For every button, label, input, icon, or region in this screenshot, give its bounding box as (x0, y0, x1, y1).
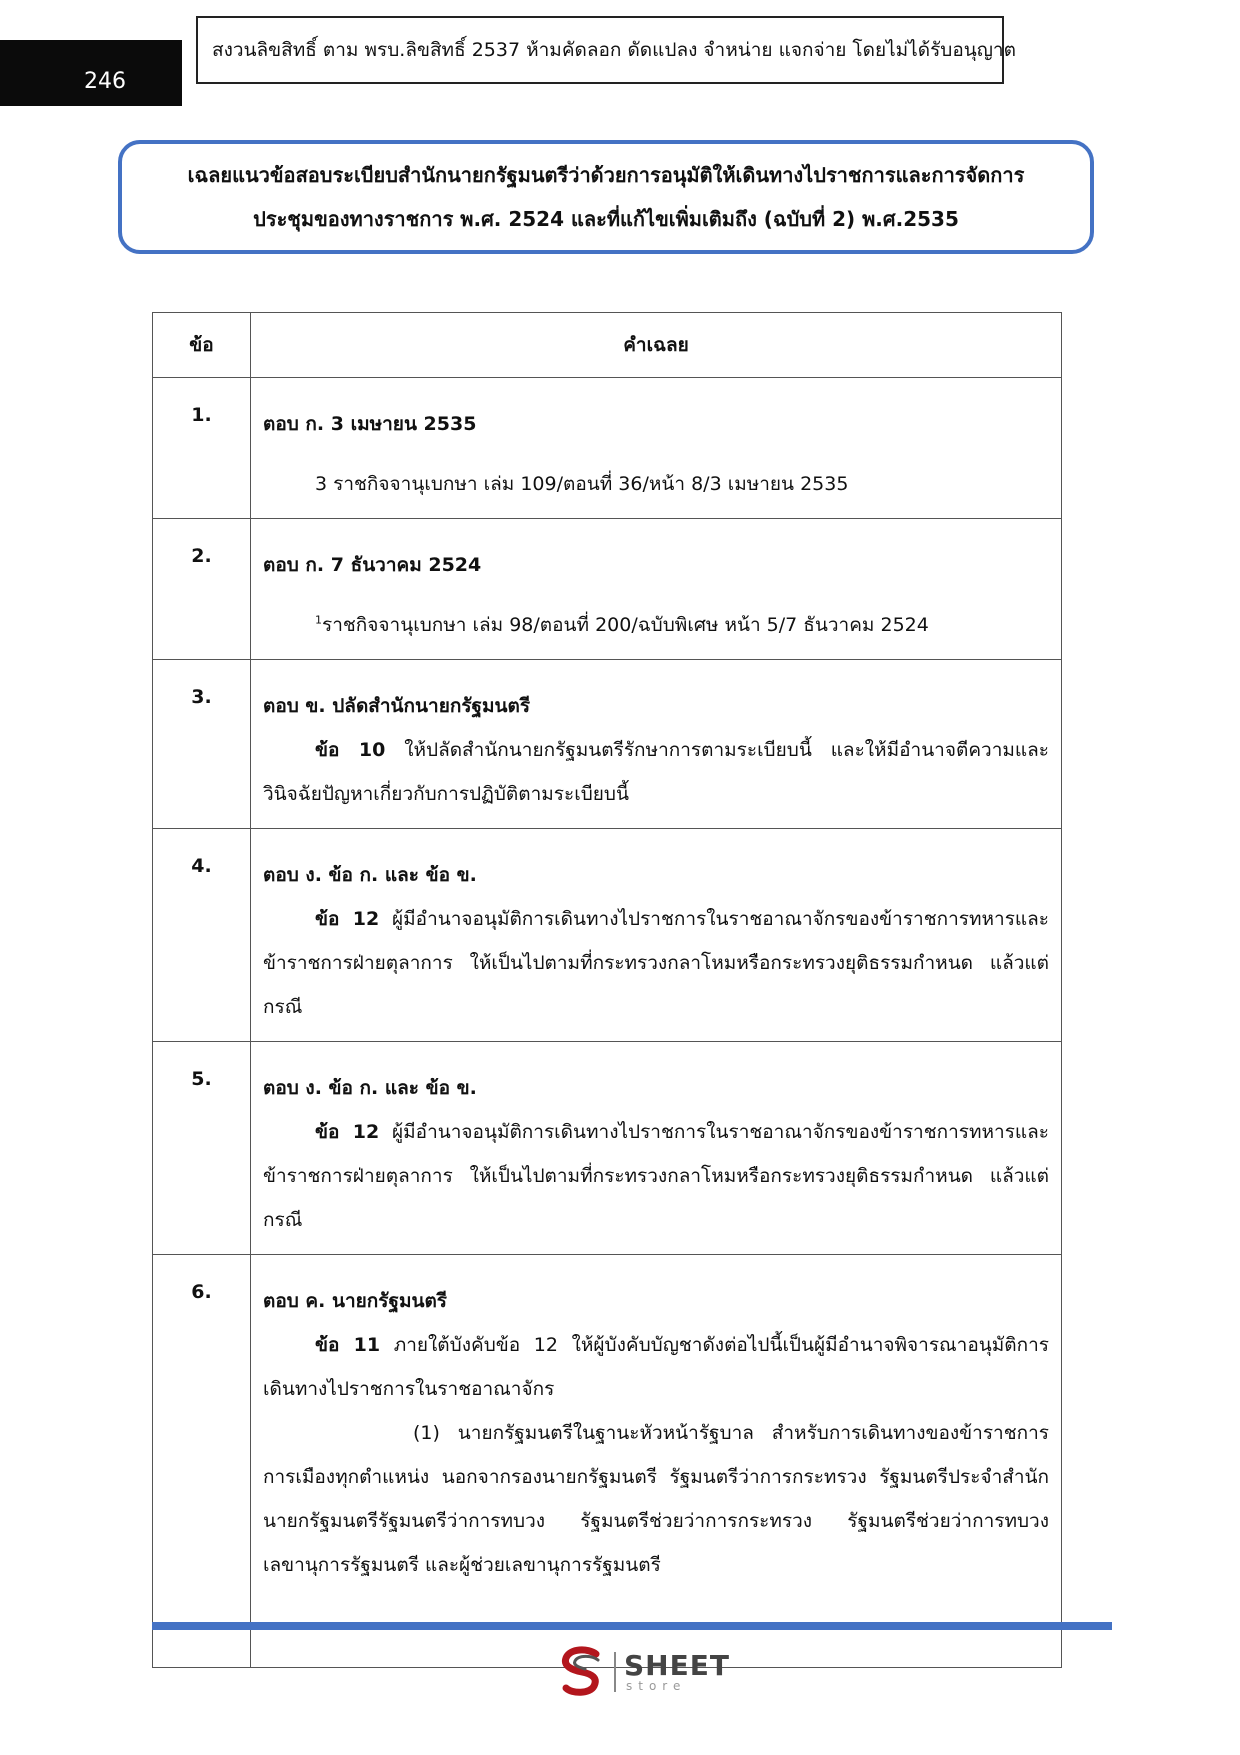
clause-label: ข้อ 11 (315, 1334, 381, 1356)
sheet-store-s-logo-icon (558, 1646, 606, 1698)
logo-wordmark (624, 1649, 730, 1693)
clause-text: ผู้มีอำนาจอนุมัติการเดินทางไปราชการในราชอาณาจักรของข้าราชการทหารและข้าราชการฝ่ายตุลาการ ให้เป็นไปตามที่กระทรวงกลาโหมหรือกระทรวงยุติธรรมกำหนด แล้วแต่กรณี (263, 908, 1049, 1018)
explanation (263, 1110, 1049, 1242)
answer-cell (251, 378, 1062, 519)
answer-cell (251, 1255, 1062, 1668)
column-header-no: ข้อ (153, 313, 251, 378)
column-header-answer: คำเฉลย (251, 313, 1062, 378)
answer-cell (251, 1042, 1062, 1255)
table-row (153, 1042, 1062, 1255)
answer-choice: ตอบ ก. 7 ธันวาคม 2524 (263, 554, 482, 576)
clause-text: ภายใต้บังคับข้อ 12 ให้ผู้บังคับบัญชาดังต่อไปนี้เป็นผู้มีอำนาจพิจารณาอนุมัติการเดินทางไปราชการในราชอาณาจักร (263, 1334, 1049, 1400)
sheet-store-logo (558, 1644, 730, 1700)
clause-label: ข้อ 12 (315, 908, 380, 930)
copyright-notice (196, 16, 1016, 84)
table-row (153, 1255, 1062, 1668)
question-number: 4. (153, 829, 251, 1042)
table-row (153, 378, 1062, 519)
answer-table (152, 312, 1062, 1668)
logo-sub-text: store (626, 1679, 687, 1693)
logo-main-text: SHEET (624, 1649, 730, 1682)
reference-citation (263, 603, 1049, 647)
table-row (153, 829, 1062, 1042)
footnote-marker: 1 (315, 613, 322, 627)
question-number: 1. (153, 378, 251, 519)
answer-choice: ตอบ ก. 3 เมษายน 2535 (263, 413, 477, 435)
answer-cell (251, 519, 1062, 660)
answer-choice: ตอบ ค. นายกรัฐมนตรี (263, 1290, 448, 1312)
answer-cell (251, 829, 1062, 1042)
clause-text: ผู้มีอำนาจอนุมัติการเดินทางไปราชการในราชอาณาจักรของข้าราชการทหารและข้าราชการฝ่ายตุลาการ ให้เป็นไปตามที่กระทรวงกลาโหมหรือกระทรวงยุติธรรมกำหนด แล้วแต่กรณี (263, 1121, 1049, 1231)
footer-divider (152, 1622, 1112, 1630)
answer-cell (251, 660, 1062, 829)
clause-label: ข้อ 12 (315, 1121, 380, 1143)
reference-citation: 3 ราชกิจจานุเบกษา เล่ม 109/ตอนที่ 36/หน้า 8/3 เมษายน 2535 (315, 473, 849, 495)
reference-text: ราชกิจจานุเบกษา เล่ม 98/ตอนที่ 200/ฉบับพิเศษ หน้า 5/7 ธันวาคม 2524 (322, 614, 929, 636)
answer-choice: ตอบ ง. ข้อ ก. และ ข้อ ข. (263, 1077, 477, 1099)
clause-label: ข้อ 10 (315, 739, 386, 761)
title-line-2: ประชุมของทางราชการ พ.ศ. 2524 และที่แก้ไขเพิ่มเติมถึง (ฉบับที่ 2) พ.ศ.2535 (253, 207, 959, 231)
page-number-box (0, 40, 182, 106)
document-title (118, 140, 1094, 254)
page-number: 246 (84, 69, 126, 94)
explanation (263, 1323, 1049, 1411)
explanation (263, 897, 1049, 1029)
question-number: 5. (153, 1042, 251, 1255)
answer-choice: ตอบ ง. ข้อ ก. และ ข้อ ข. (263, 864, 477, 886)
title-line-1: เฉลยแนวข้อสอบระเบียบสำนักนายกรัฐมนตรีว่าด้วยการอนุมัติให้เดินทางไปราชการและการจัดการ (187, 163, 1025, 187)
question-number: 2. (153, 519, 251, 660)
answer-choice: ตอบ ข. ปลัดสำนักนายกรัฐมนตรี (263, 695, 531, 717)
table-row (153, 660, 1062, 829)
explanation (263, 728, 1049, 816)
copyright-text: สงวนลิขสิทธิ์ ตาม พรบ.ลิขสิทธิ์ 2537 ห้ามคัดลอก ดัดแปลง จำหน่าย แจกจ่าย โดยไม่ได้รับอนุญาต (212, 39, 1016, 61)
explanation-item-1: (1) นายกรัฐมนตรีในฐานะหัวหน้ารัฐบาล สำหรับการเดินทางของข้าราชการการเมืองทุกตำแหน่ง นอกจากรองนายกรัฐมนตรี รัฐมนตรีว่าการกระทรวง รัฐมนตรีประจำสำนักนายกรัฐมนตรีรัฐมนตรีว่าการทบวง รัฐมนตรีช่วยว่าการกระทรวง รัฐมนตรีช่วยว่าการทบวง เลขานุการรัฐมนตรี และผู้ช่วยเลขานุการรัฐมนตรี (263, 1422, 1049, 1576)
clause-text: ให้ปลัดสำนักนายกรัฐมนตรีรักษาการตามระเบียบนี้ และให้มีอำนาจตีความและวินิจฉัยปัญหาเกี่ยวกับการปฏิบัติตามระเบียบนี้ (263, 739, 1049, 805)
question-number: 6. (153, 1255, 251, 1668)
table-row (153, 519, 1062, 660)
logo-separator (614, 1652, 616, 1692)
question-number: 3. (153, 660, 251, 829)
table-header-row (153, 313, 1062, 378)
